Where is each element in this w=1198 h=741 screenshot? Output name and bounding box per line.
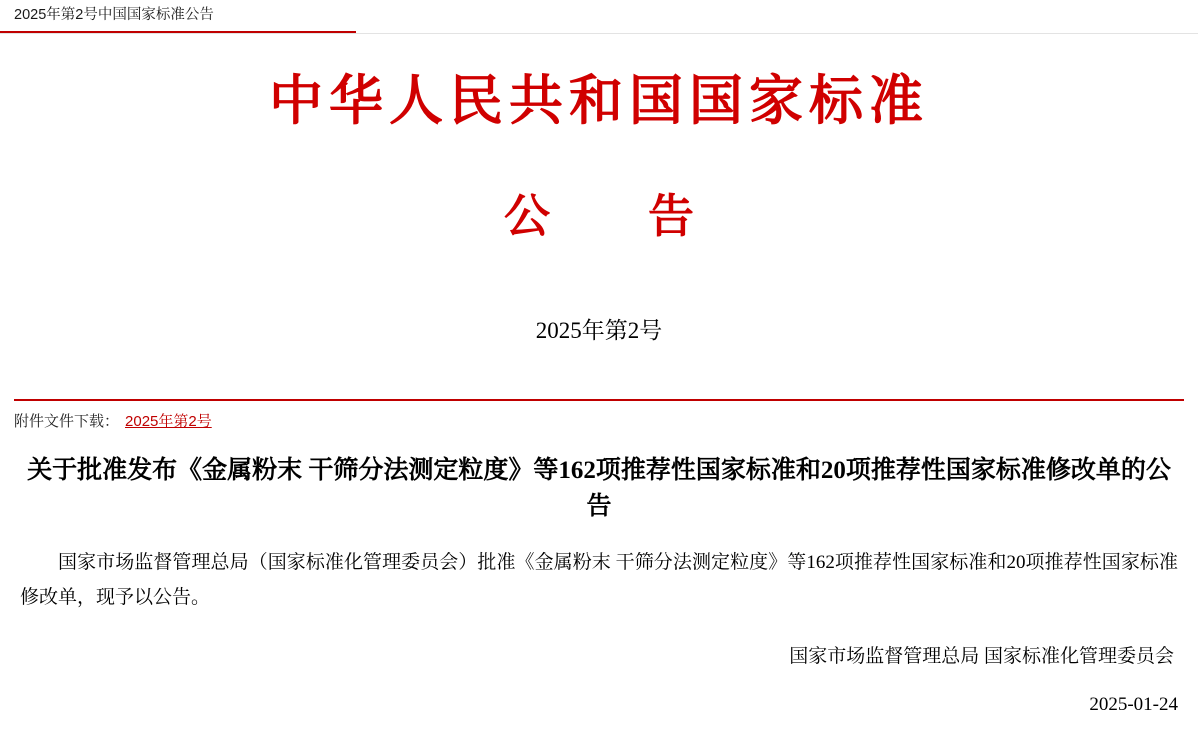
document-body <box>0 68 1198 716</box>
page-subtitle: 公 告 <box>504 190 720 242</box>
issue-number: 2025年第2号 <box>535 317 663 343</box>
tab-announcement[interactable]: 2025年第2号中国国家标准公告 <box>0 0 228 31</box>
page-title: 中华人民共和国国家标准 <box>269 71 929 131</box>
tab-bar-divider <box>0 33 1198 34</box>
article-body: 国家市场监督管理总局（国家标准化管理委员会）批准《金属粉末 干筛分法测定粒度》等162项推荐性国家标准和20项推荐性国家标准修改单，现予以公告。 <box>20 552 1178 609</box>
attachment-row <box>14 410 1184 431</box>
attachment-label: 附件文件下载： <box>14 412 120 430</box>
header-divider <box>14 399 1184 401</box>
article-title: 关于批准发布《金属粉末 干筛分法测定粒度》等162项推荐性国家标准和20项推荐性国家标准修改单的公告 <box>27 456 1171 520</box>
attachment-download-link[interactable]: 2025年第2号 <box>125 412 212 430</box>
article-date: 2025-01-24 <box>1089 694 1178 716</box>
tab-bar <box>0 0 1198 32</box>
article-signature: 国家市场监督管理总局 国家标准化管理委员会 <box>789 646 1174 668</box>
